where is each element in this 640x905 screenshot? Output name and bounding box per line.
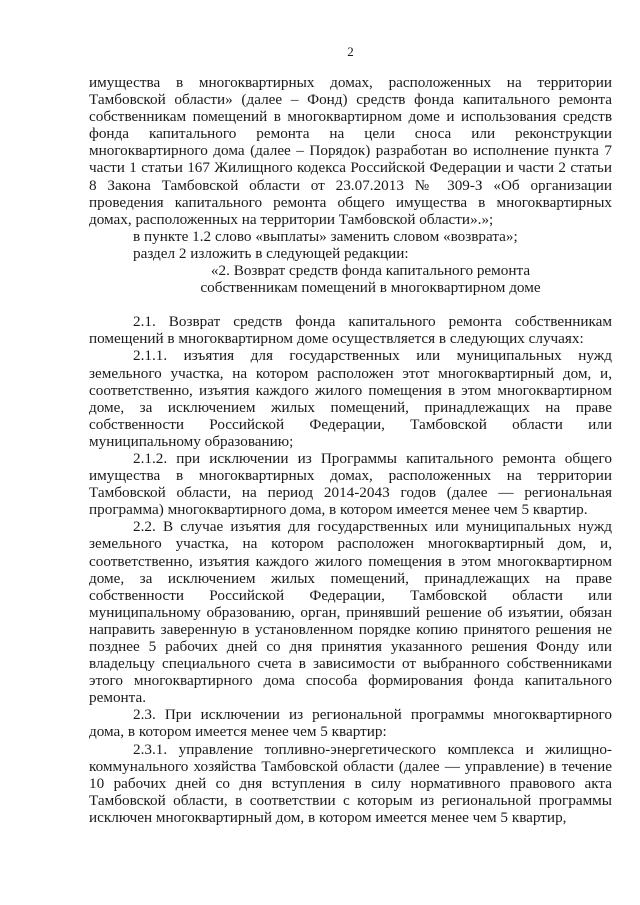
- paragraph-2-3: 2.3. При исключении из региональной программы многоквартирного дома, в котором имеется менее чем 5 квартир:: [89, 706, 612, 741]
- paragraph-2-1-1: 2.1.1. изъятия для государственных или муниципальных нужд земельного участка, на котором расположен этот многоквартирный дом, и, соответственно, изъятия каждого жилого помещения в этом многоквартирном доме, за исключением жилых помещений, принадлежащих на праве собственности Российской Федерации, Тамбовской области или муниципальному образованию;: [89, 347, 612, 450]
- section-heading-line-2: собственникам помещений в многоквартирном доме: [200, 279, 541, 297]
- paragraph-amendment-1-2: в пункте 1.2 слово «выплаты» заменить словом «возврата»;: [133, 227, 518, 245]
- page-number: 2: [347, 44, 354, 59]
- paragraph-intro: имущества в многоквартирных домах, расположенных на территории Тамбовской области» (далее – Фонд) средств фонда капитального ремонта собственникам помещений в многоквартирном доме и использования средств фонда капитального ремонта на цели сноса или реконструкции многоквартирного дома (далее – Порядок) разработан во исполнение пункта 7 части 1 статьи 167 Жилищного кодекса Российской Федерации и части 2 статьи 8 Закона Тамбовской области от 23.07.2013 № 309-З «Об организации проведения капитального ремонта общего имущества в многоквартирных домах, расположенных на территории Тамбовской области».»;: [89, 74, 612, 228]
- section-heading-line-1: «2. Возврат средств фонда капитального ремонта: [210, 262, 531, 280]
- paragraph-2-1: 2.1. Возврат средств фонда капитального ремонта собственникам помещений в многоквартирном доме осуществляется в следующих случаях:: [89, 313, 612, 348]
- paragraph-2-1-2: 2.1.2. при исключении из Программы капитального ремонта общего имущества в многоквартирных домах, расположенных на территории Тамбовской области, на период 2014-2043 годов (далее — региональная программа) многоквартирного дома, в котором имеется менее чем 5 квартир.: [89, 449, 612, 519]
- paragraph-amendment-section-2: раздел 2 изложить в следующей редакции:: [133, 244, 409, 262]
- paragraph-2-3-1: 2.3.1. управление топливно-энергетического комплекса и жилищно-коммунального хозяйства Тамбовской области (далее — управление) в течение 10 рабочих дней со дня вступления в силу нормативного правового акта Тамбовской области, в соответствии с которым из региональной программы исключен многоквартирный дом, в котором имеется менее чем 5 квартир,: [89, 740, 612, 826]
- paragraph-2-2: 2.2. В случае изъятия для государственных или муниципальных нужд земельного участка, на котором расположен многоквартирный дом, и, соответственно, изъятия каждого жилого помещения в этом многоквартирном доме, за исключением жилых помещений, принадлежащих на праве собственности Российской Федерации, Тамбовской области или муниципальному образованию, орган, принявший решение об изъятии, обязан направить заверенную в установленном порядке копию принятого решения не позднее 5 рабочих дней со дня принятия указанного решения Фонду или владельцу специального счета в зависимости от выбранного собственниками этого многоквартирного дома способа формирования фонда капитального ремонта.: [89, 518, 612, 707]
- spacer: [89, 296, 612, 313]
